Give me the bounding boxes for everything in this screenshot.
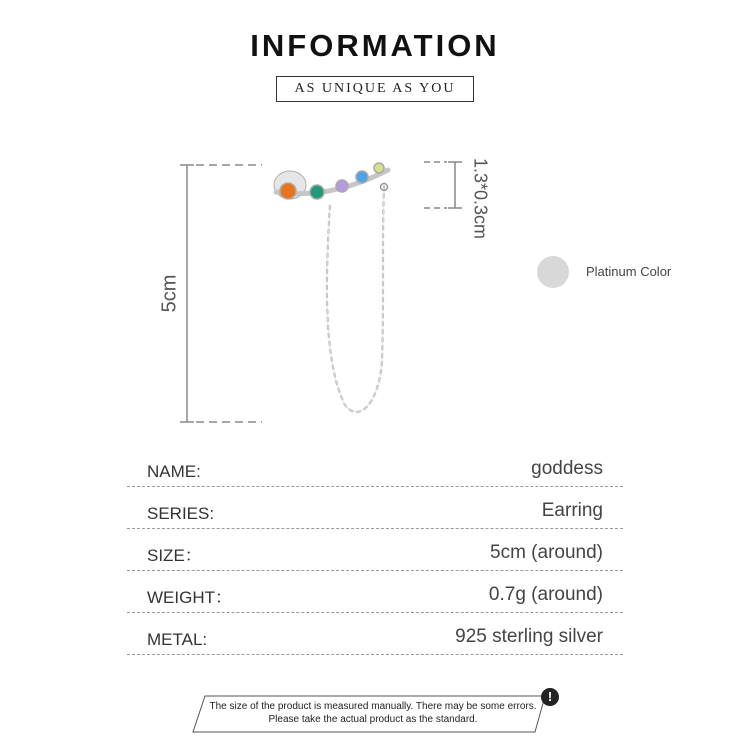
color-label: Platinum Color xyxy=(586,264,672,279)
spec-key: SERIES: xyxy=(147,504,215,523)
spec-key: SIZE： xyxy=(147,546,202,565)
subtitle-badge: AS UNIQUE AS YOU xyxy=(276,76,474,102)
spec-value: 0.7g (around) xyxy=(488,584,603,605)
disclaimer-line-1: The size of the product is measured manually. There may be some errors. xyxy=(209,701,537,712)
spec-value: 925 sterling silver xyxy=(455,626,603,647)
page-title: INFORMATION xyxy=(250,28,500,63)
disclaimer-note xyxy=(204,700,542,726)
spec-key: NAME: xyxy=(147,462,201,481)
exclamation-icon: ! xyxy=(541,688,559,706)
disclaimer-line-2: Please take the actual product as the standard. xyxy=(268,714,478,725)
length-label: 5cm xyxy=(158,274,181,313)
spec-value: goddess xyxy=(531,458,603,479)
spec-key: WEIGHT： xyxy=(147,588,232,607)
spec-key: METAL: xyxy=(147,630,208,649)
spec-value: Earring xyxy=(541,500,603,521)
size-label: 1.3*0.3cm xyxy=(470,157,491,240)
spec-value: 5cm (around) xyxy=(490,542,603,563)
